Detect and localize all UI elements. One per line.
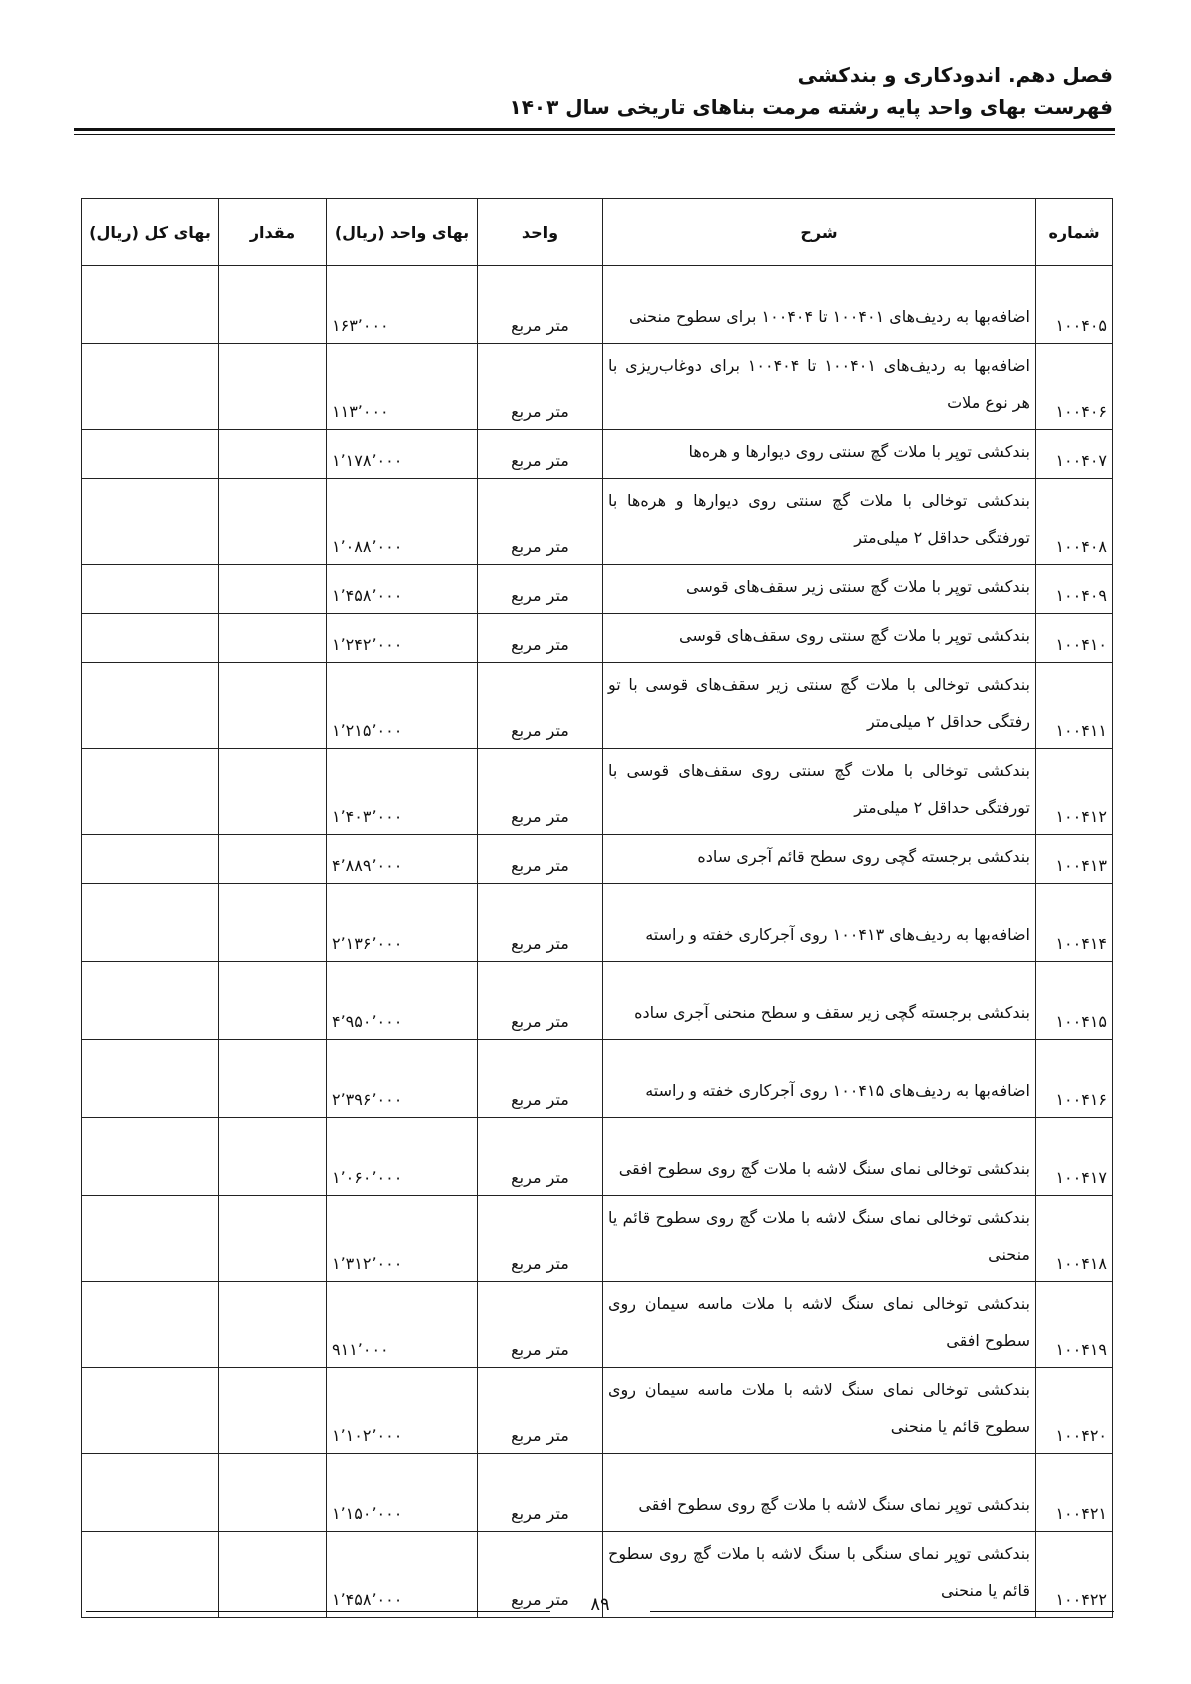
quantity-cell: [219, 266, 327, 344]
unit-price-cell: ۱٬۲۱۵٬۰۰۰: [327, 663, 478, 749]
quantity-cell: [219, 1368, 327, 1454]
footer-rule-left: [86, 1611, 550, 1612]
unit-price-cell: ۱٬۱۷۸٬۰۰۰: [327, 430, 478, 479]
unit-cell: متر مربع: [478, 614, 603, 663]
total-price-cell: [82, 835, 219, 884]
unit-price-cell: ۴٬۸۸۹٬۰۰۰: [327, 835, 478, 884]
document-title: فهرست بهای واحد پایه رشته مرمت بناهای تاریخی سال ۱۴۰۳: [509, 95, 1113, 119]
table-row: [82, 1196, 1113, 1282]
unit-price-cell: ۱٬۳۱۲٬۰۰۰: [327, 1196, 478, 1282]
unit-price-cell: ۱٬۱۰۲٬۰۰۰: [327, 1368, 478, 1454]
total-price-cell: [82, 479, 219, 565]
unit-cell: متر مربع: [478, 835, 603, 884]
unit-price-cell: ۱۱۳٬۰۰۰: [327, 344, 478, 430]
total-price-cell: [82, 884, 219, 962]
quantity-cell: [219, 614, 327, 663]
unit-cell: متر مربع: [478, 565, 603, 614]
table-row: [82, 962, 1113, 1040]
unit-price-cell: ۴٬۹۵۰٬۰۰۰: [327, 962, 478, 1040]
unit-cell: متر مربع: [478, 1532, 603, 1618]
item-number-cell: ۱۰۰۴۱۸: [1036, 1196, 1113, 1282]
item-number-cell: ۱۰۰۴۰۹: [1036, 565, 1113, 614]
total-price-cell: [82, 1368, 219, 1454]
table-row: [82, 1118, 1113, 1196]
unit-price-cell: ۱٬۴۵۸٬۰۰۰: [327, 565, 478, 614]
item-number-cell: ۱۰۰۴۱۲: [1036, 749, 1113, 835]
item-number-cell: ۱۰۰۴۲۰: [1036, 1368, 1113, 1454]
item-number-cell: ۱۰۰۴۱۱: [1036, 663, 1113, 749]
total-price-cell: [82, 1454, 219, 1532]
table-row: [82, 663, 1113, 749]
quantity-cell: [219, 884, 327, 962]
total-price-cell: [82, 1118, 219, 1196]
column-header-total-price: بهای کل (ریال): [82, 199, 219, 266]
description-cell: اضافه‌بها به ردیف‌های ۱۰۰۴۱۵ روی آجرکاری خفته و راسته: [603, 1040, 1036, 1118]
table-row: [82, 430, 1113, 479]
item-number-cell: ۱۰۰۴۱۶: [1036, 1040, 1113, 1118]
quantity-cell: [219, 1454, 327, 1532]
description-cell: بندکشی برجسته گچی روی سطح قائم آجری ساده: [603, 835, 1036, 884]
item-number-cell: ۱۰۰۴۱۳: [1036, 835, 1113, 884]
description-cell: اضافه‌بها به ردیف‌های ۱۰۰۴۱۳ روی آجرکاری خفته و راسته: [603, 884, 1036, 962]
quantity-cell: [219, 1196, 327, 1282]
column-header-number: شماره: [1036, 199, 1113, 266]
item-number-cell: ۱۰۰۴۰۷: [1036, 430, 1113, 479]
unit-price-cell: ۱٬۰۸۸٬۰۰۰: [327, 479, 478, 565]
footer-rule-right: [650, 1611, 1114, 1612]
quantity-cell: [219, 1532, 327, 1618]
unit-cell: متر مربع: [478, 1196, 603, 1282]
item-number-cell: ۱۰۰۴۲۲: [1036, 1532, 1113, 1618]
quantity-cell: [219, 962, 327, 1040]
total-price-cell: [82, 614, 219, 663]
total-price-cell: [82, 1040, 219, 1118]
quantity-cell: [219, 663, 327, 749]
total-price-cell: [82, 1196, 219, 1282]
item-number-cell: ۱۰۰۴۱۷: [1036, 1118, 1113, 1196]
unit-price-cell: ۱۶۳٬۰۰۰: [327, 266, 478, 344]
column-header-quantity: مقدار: [219, 199, 327, 266]
description-cell: اضافه‌بها به ردیف‌های ۱۰۰۴۰۱ تا ۱۰۰۴۰۴ برای سطوح منحنی: [603, 266, 1036, 344]
item-number-cell: ۱۰۰۴۰۵: [1036, 266, 1113, 344]
unit-price-cell: ۱٬۲۴۲٬۰۰۰: [327, 614, 478, 663]
description-cell: بندکشی توخالی با ملات گچ سنتی روی دیوارها و هره‌ها با تورفتگی حداقل ۲ میلی‌متر: [603, 479, 1036, 565]
total-price-cell: [82, 663, 219, 749]
unit-cell: متر مربع: [478, 1040, 603, 1118]
unit-cell: متر مربع: [478, 884, 603, 962]
table-header-row: [82, 199, 1113, 266]
unit-price-cell: ۱٬۱۵۰٬۰۰۰: [327, 1454, 478, 1532]
table-body: [82, 266, 1113, 1618]
unit-price-cell: ۱٬۴۵۸٬۰۰۰: [327, 1532, 478, 1618]
description-cell: بندکشی توخالی نمای سنگ لاشه با ملات ماسه سیمان روی سطوح قائم یا منحنی: [603, 1368, 1036, 1454]
quantity-cell: [219, 565, 327, 614]
description-cell: بندکشی توپر با ملات گچ سنتی زیر سقف‌های قوسی: [603, 565, 1036, 614]
table-row: [82, 344, 1113, 430]
unit-cell: متر مربع: [478, 663, 603, 749]
quantity-cell: [219, 344, 327, 430]
quantity-cell: [219, 1040, 327, 1118]
table-row: [82, 1282, 1113, 1368]
unit-cell: متر مربع: [478, 344, 603, 430]
description-cell: بندکشی توخالی با ملات گچ سنتی روی سقف‌های قوسی با تورفتگی حداقل ۲ میلی‌متر: [603, 749, 1036, 835]
table-row: [82, 749, 1113, 835]
header-rule-thin: [74, 134, 1115, 135]
unit-cell: متر مربع: [478, 1368, 603, 1454]
quantity-cell: [219, 749, 327, 835]
table-row: [82, 1454, 1113, 1532]
table-row: [82, 884, 1113, 962]
quantity-cell: [219, 430, 327, 479]
total-price-cell: [82, 1532, 219, 1618]
item-number-cell: ۱۰۰۴۰۶: [1036, 344, 1113, 430]
column-header-unit: واحد: [478, 199, 603, 266]
description-cell: بندکشی توپر نمای سنگی با سنگ لاشه با ملات گچ روی سطوح قائم یا منحنی: [603, 1532, 1036, 1618]
table-row: [82, 1040, 1113, 1118]
description-cell: بندکشی توپر نمای سنگ لاشه با ملات گچ روی سطوح افقی: [603, 1454, 1036, 1532]
total-price-cell: [82, 344, 219, 430]
quantity-cell: [219, 1282, 327, 1368]
description-cell: بندکشی توخالی نمای سنگ لاشه با ملات گچ روی سطوح قائم یا منحنی: [603, 1196, 1036, 1282]
unit-price-cell: ۱٬۴۰۳٬۰۰۰: [327, 749, 478, 835]
total-price-cell: [82, 430, 219, 479]
unit-cell: متر مربع: [478, 266, 603, 344]
item-number-cell: ۱۰۰۴۱۴: [1036, 884, 1113, 962]
total-price-cell: [82, 565, 219, 614]
column-header-unit-price: بهای واحد (ریال): [327, 199, 478, 266]
price-table: [81, 198, 1113, 1618]
description-cell: بندکشی توخالی نمای سنگ لاشه با ملات ماسه سیمان روی سطوح افقی: [603, 1282, 1036, 1368]
quantity-cell: [219, 1118, 327, 1196]
column-header-description: شرح: [603, 199, 1036, 266]
description-cell: بندکشی برجسته گچی زیر سقف و سطح منحنی آجری ساده: [603, 962, 1036, 1040]
description-cell: بندکشی توپر با ملات گچ سنتی روی سقف‌های قوسی: [603, 614, 1036, 663]
header-rule-thick: [74, 128, 1115, 131]
total-price-cell: [82, 749, 219, 835]
quantity-cell: [219, 835, 327, 884]
table-row: [82, 266, 1113, 344]
item-number-cell: ۱۰۰۴۰۸: [1036, 479, 1113, 565]
description-cell: اضافه‌بها به ردیف‌های ۱۰۰۴۰۱ تا ۱۰۰۴۰۴ برای دوغاب‌ریزی با هر نوع ملات: [603, 344, 1036, 430]
item-number-cell: ۱۰۰۴۱۹: [1036, 1282, 1113, 1368]
unit-price-cell: ۲٬۱۳۶٬۰۰۰: [327, 884, 478, 962]
table-row: [82, 565, 1113, 614]
unit-cell: متر مربع: [478, 430, 603, 479]
description-cell: بندکشی توخالی با ملات گچ سنتی زیر سقف‌های قوسی با تو رفتگی حداقل ۲ میلی‌متر: [603, 663, 1036, 749]
unit-cell: متر مربع: [478, 749, 603, 835]
total-price-cell: [82, 962, 219, 1040]
total-price-cell: [82, 266, 219, 344]
table-row: [82, 614, 1113, 663]
description-cell: بندکشی توپر با ملات گچ سنتی روی دیوارها و هره‌ها: [603, 430, 1036, 479]
total-price-cell: [82, 1282, 219, 1368]
item-number-cell: ۱۰۰۴۱۵: [1036, 962, 1113, 1040]
item-number-cell: ۱۰۰۴۱۰: [1036, 614, 1113, 663]
table-row: [82, 479, 1113, 565]
chapter-title: فصل دهم. اندودکاری و بندکشی: [797, 63, 1113, 87]
quantity-cell: [219, 479, 327, 565]
unit-cell: متر مربع: [478, 1282, 603, 1368]
unit-cell: متر مربع: [478, 1118, 603, 1196]
unit-cell: متر مربع: [478, 479, 603, 565]
page-header: [73, 60, 1113, 124]
description-cell: بندکشی توخالی نمای سنگ لاشه با ملات گچ روی سطوح افقی: [603, 1118, 1036, 1196]
unit-cell: متر مربع: [478, 962, 603, 1040]
unit-price-cell: ۱٬۰۶۰٬۰۰۰: [327, 1118, 478, 1196]
page-number: ۸۹: [590, 1594, 610, 1615]
table-row: [82, 1368, 1113, 1454]
unit-cell: متر مربع: [478, 1454, 603, 1532]
unit-price-cell: ۲٬۳۹۶٬۰۰۰: [327, 1040, 478, 1118]
unit-price-cell: ۹۱۱٬۰۰۰: [327, 1282, 478, 1368]
table-row: [82, 835, 1113, 884]
item-number-cell: ۱۰۰۴۲۱: [1036, 1454, 1113, 1532]
